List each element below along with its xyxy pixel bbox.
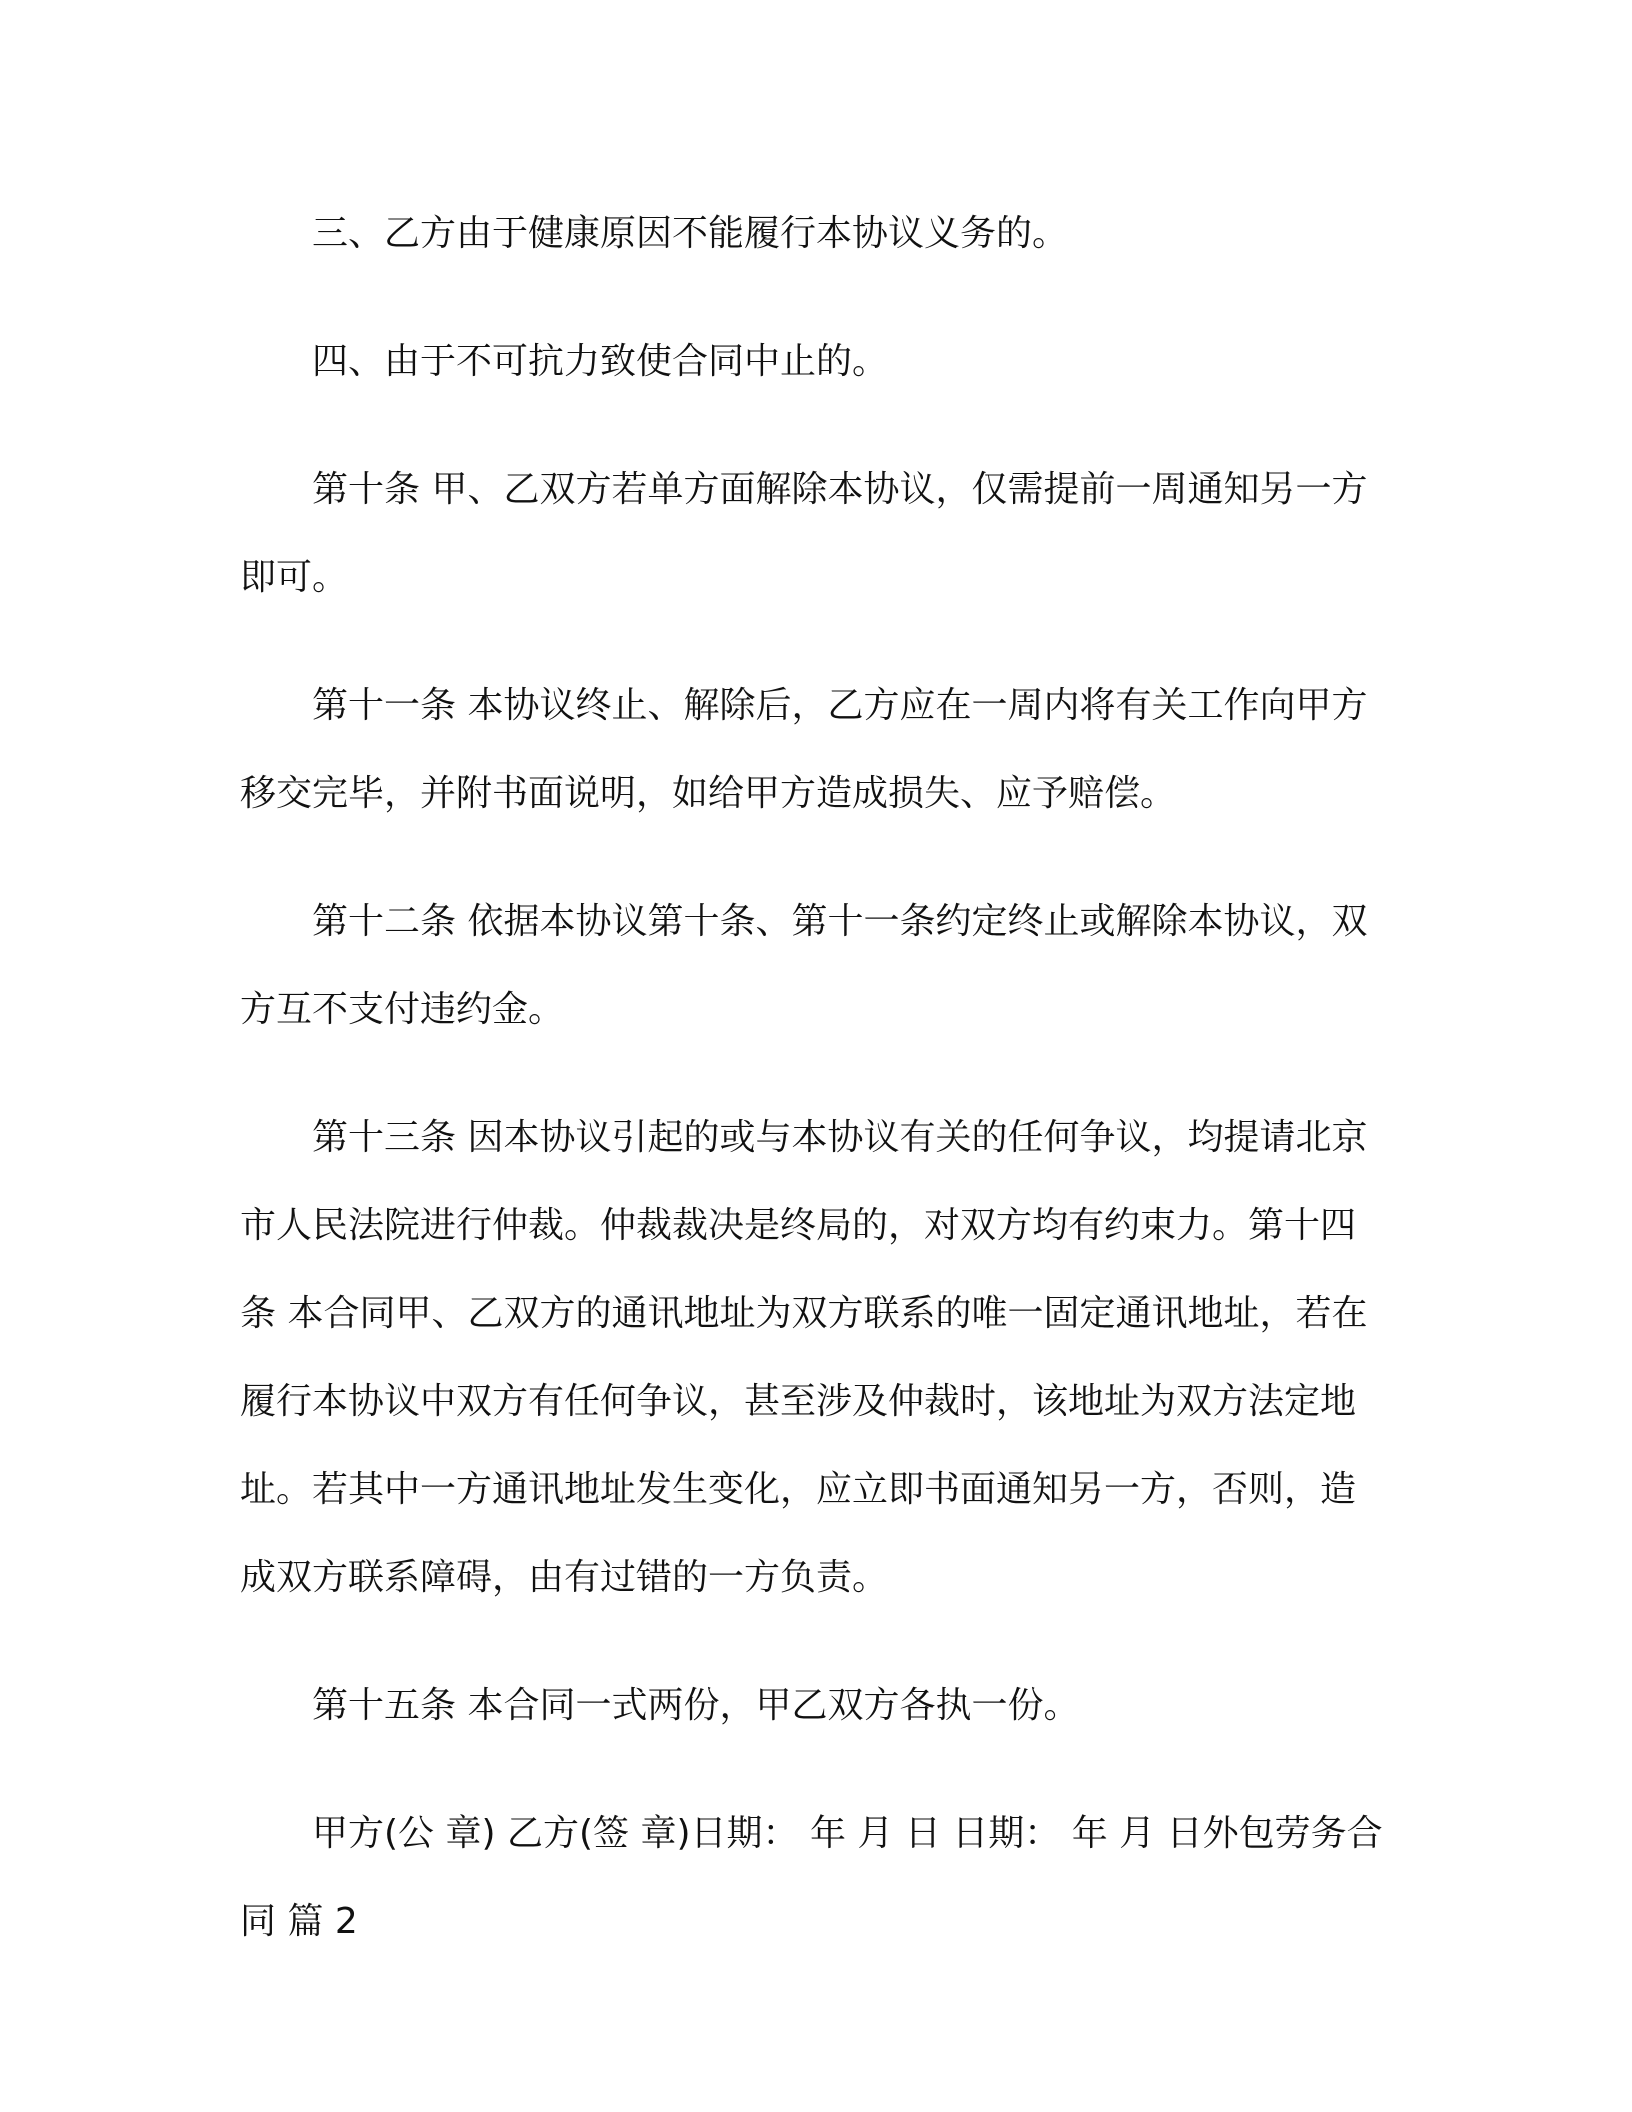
paragraph-article-13-14: 第十三条 因本协议引起的或与本协议有关的任何争议，均提请北京市人民法院进行仲裁。仲裁裁决是终局的，对双方均有约束力。第十四条 本合同甲、乙双方的通讯地址为双方联系的唯一固定通讯地址，若在履行本协议中双方有任何争议，甚至涉及仲裁时，该地址为双方法定地址。若其中一方通讯地址发生变化，应立即书面通知另一方，否则，造成双方联系障碍，由有过错的一方负责。 [240, 1117, 1368, 1598]
paragraph-article-12: 第十二条 依据本协议第十条、第十一条约定终止或解除本协议，双方互不支付违约金。 [240, 901, 1368, 1030]
document-page [240, 190, 1388, 2006]
paragraph-article-15: 第十五条 本合同一式两份，甲乙双方各执一份。 [312, 1685, 1080, 1726]
paragraph-clause-3: 三、乙方由于健康原因不能履行本协议义务的。 [312, 213, 1069, 254]
paragraph-signature-line: 甲方(公 章) 乙方(签 章)日期： 年 月 日 日期： 年 月 日外包劳务合同 篇 2 [240, 1813, 1383, 1942]
paragraph-article-10: 第十条 甲、乙双方若单方面解除本协议，仅需提前一周通知另一方即可。 [240, 469, 1368, 598]
paragraph-article-11: 第十一条 本协议终止、解除后，乙方应在一周内将有关工作向甲方移交完毕，并附书面说明，如给甲方造成损失、应予赔偿。 [240, 685, 1368, 814]
paragraph-clause-4: 四、由于不可抗力致使合同中止的。 [312, 341, 889, 382]
